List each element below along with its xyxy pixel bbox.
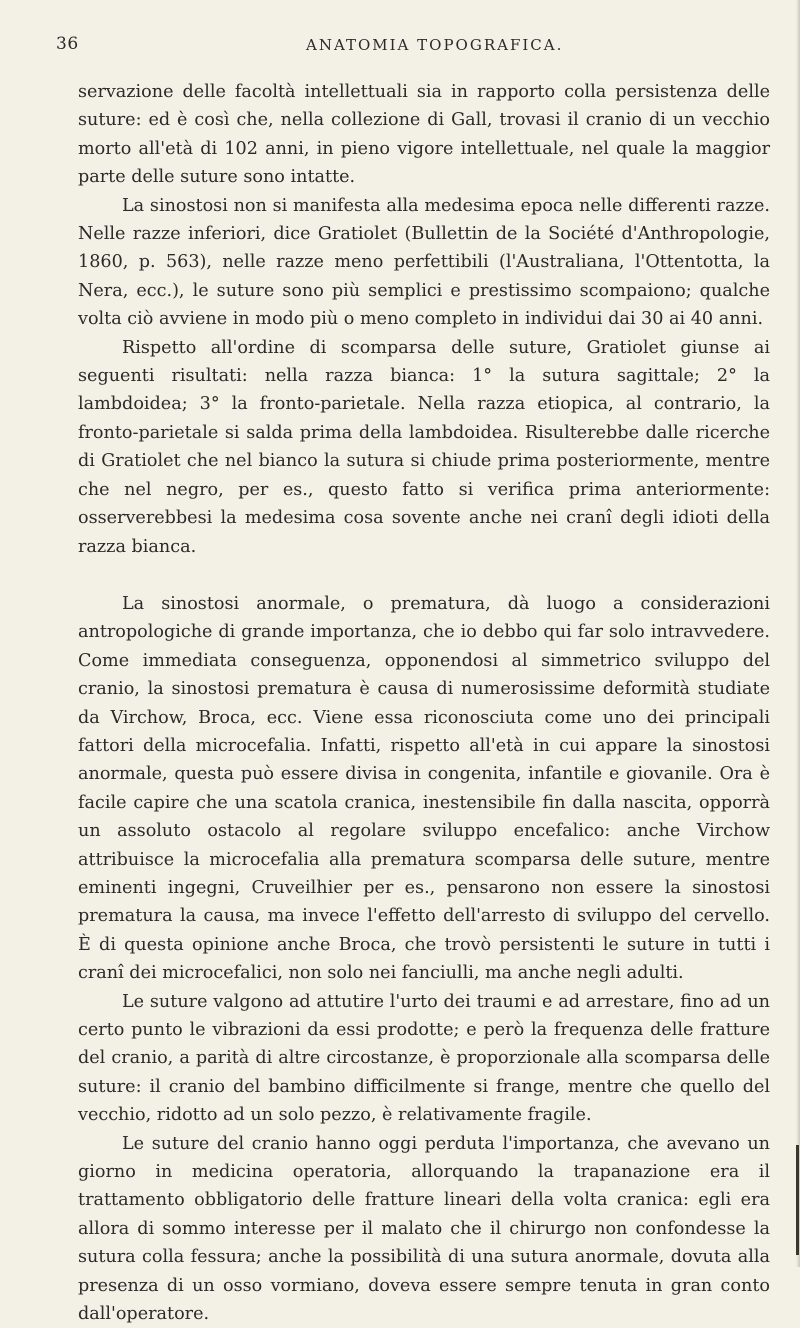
paragraph-sinostosi-anormale: La sinostosi anormale, o prematura, dà luogo a considerazioni antropologiche di grande importanza, che io debbo qui far solo intravvedere. Come immediata conseguenza, opponendosi al simmetrico sviluppo del cranio, la sinostosi prematura è causa di numerosissime deformità studiate da Virchow, Broca, ecc. Viene essa riconosciuta come uno dei principali fattori della microcefalia. Infatti, rispetto all'età in cui appare la sinostosi anormale, questa può essere divisa in congenita, infantile e giovanile. Ora è facile capire che una scatola cranica, inestensibile fin dalla nascita, opporrà un assoluto ostacolo al regolare sviluppo encefalico: anche Virchow attribuisce la microcefalia alla prematura scomparsa delle suture, mentre eminenti ingegni, Cruveilhier per es., pensarono non essere la sinostosi prematura la causa, ma invece l'effetto dell'arresto di sviluppo del cervello. È di questa opinione anche Broca, che trovò persistenti le suture in tutti i cranî dei microcefalici, non solo nei fanciulli, ma anche negli adulti. — [78, 593, 770, 984]
paragraph-ordine-scomparsa: Rispetto all'ordine di scomparsa delle suture, Gratiolet giunse ai seguenti risultati: nella razza bianca: 1° la sutura sagittale; 2° la lambdoidea; 3° la fronto-parietale. Nella razza etiopica, al contrario, la fronto-parietale si salda prima della lambdoidea. Risulterebbe dalle ricerche di Gratiolet che nel bianco la sutura si chiude prima posteriormente, mentre che nel negro, per es., questo fatto si verifica prima anteriormente: osserverebbesi la medesima cosa sovente anche nei cranî degli idioti della razza bianca. — [78, 337, 770, 557]
page-number: 36 — [56, 34, 79, 54]
page-header — [56, 34, 756, 64]
paragraph-medicina-operatoria: Le suture del cranio hanno oggi perduta l'importanza, che avevano un giorno in medicina operatoria, allorquando la trapanazione era il trattamento obbligatorio delle fratture lineari della volta cranica: egli era allora di sommo interesse per il malato che il chirurgo non confondesse la sutura colla fessura; anche la possibilità di una sutura anormale, dovuta alla presenza di un osso vormiano, doveva essere sempre tenuta in gran conto dall'operatore. — [78, 1133, 770, 1325]
page-edge-shadow — [796, 0, 800, 1267]
body-text — [78, 78, 770, 1328]
paragraph-continuation: servazione delle facoltà intellettuali sia in rapporto colla persistenza delle suture: ed è così che, nella collezione di Gall, trovasi il cranio di un vecchio morto all'età di 102 anni, in pieno vigore intellettuale, nel quale la maggior parte delle suture sono intatte. — [78, 82, 770, 188]
running-title: ANATOMIA TOPOGRAFICA. — [306, 36, 564, 54]
paragraph-sinostosi-razze: La sinostosi non si manifesta alla medesima epoca nelle differenti razze. Nelle razze inferiori, dice Gratiolet (Bullettin de la Société d'Anthropologie, 1860, p. 563), nelle razze meno perfettibili (l'Australiana, l'Ottentotta, la Nera, ecc.), le suture sono più semplici e prestissimo scompaiono; qualche volta ciò avviene in modo più o meno completo in individui dai 30 ai 40 anni. — [78, 195, 770, 330]
paragraph-traumi: Le suture valgono ad attutire l'urto dei traumi e ad arrestare, fino ad un certo punto le vibrazioni da essi prodotte; e però la frequenza delle fratture del cranio, a parità di altre circostanze, è proporzionale alla scomparsa delle suture: il cranio del bambino difficilmente si frange, mentre che quello del vecchio, ridotto ad un solo pezzo, è relativamente fragile. — [78, 991, 770, 1126]
page-edge-mark — [796, 1145, 799, 1255]
